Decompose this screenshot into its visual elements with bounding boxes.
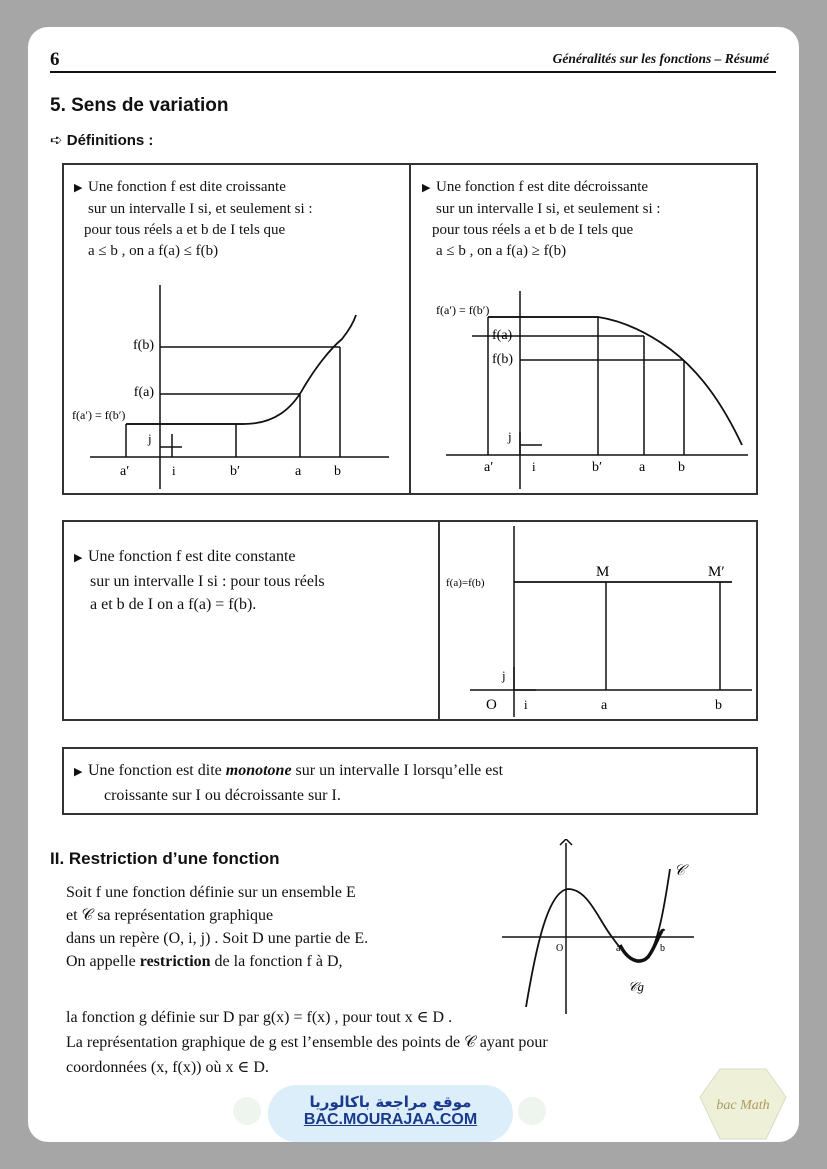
increasing-line-2: sur un intervalle I si, et seulement si : [88, 201, 313, 217]
label-fa2: f(a′) = f(b′) [436, 303, 490, 317]
decreasing-line-2: sur un intervalle I si, et seulement si : [436, 201, 661, 217]
restriction-graph-def-2: coordonnées (x, f(x)) où x ∈ D. [66, 1059, 269, 1076]
label-fab: f(a)=f(b) [446, 577, 485, 589]
constant-line-1: Une fonction f est dite constante [88, 548, 296, 565]
label-fb: f(b) [133, 338, 154, 353]
label-b: b [678, 460, 685, 475]
variation-divider [409, 163, 411, 495]
constant-line-2: sur un intervalle I si : pour tous réels [90, 573, 325, 590]
decreasing-text: ▶ Une fonction f est dite décroissante sur un intervalle I si, et seulement si : pour tous réels a et b de I tels que a ≤ b , on a f(a) ≥ f(b) [422, 177, 661, 262]
label-b2: b′ [230, 464, 241, 479]
label-C: 𝒞 [674, 863, 685, 879]
label-b: b [660, 943, 665, 954]
label-a: a [601, 698, 608, 713]
restriction-text [66, 881, 368, 973]
label-M2: M′ [708, 564, 725, 580]
increasing-line-3: pour tous réels a et b de I tels que [84, 222, 286, 238]
increasing-text: ▶ Une fonction f est dite croissante sur un intervalle I si, et seulement si : pour tous réels a et b de I tels que a ≤ b , on a f(a) ≤ f(b) [74, 177, 313, 262]
label-fb: f(b) [492, 352, 513, 367]
site-url-link[interactable]: BAC.MOURAJAA.COM [303, 1111, 478, 1128]
label-b2: b′ [592, 460, 603, 475]
restriction-text-2 [66, 1005, 548, 1080]
decreasing-line-1: Une fonction f est dite décroissante [436, 179, 649, 195]
label-fa: f(a) [492, 328, 513, 343]
restriction-line-1: Soit f une fonction définie sur un ensemble E [66, 884, 356, 901]
restriction-line-4-pre: On appelle [66, 953, 140, 970]
site-logo-left-icon [233, 1097, 261, 1125]
header-rule [50, 71, 776, 73]
constant-graph [440, 522, 756, 719]
label-a: a [639, 460, 646, 475]
increasing-line-4: a ≤ b , on a f(a) ≤ f(b) [88, 243, 219, 259]
monotone-line-2: croissante sur I ou décroissante sur I. [104, 787, 341, 804]
increasing-line-1: Une fonction f est dite croissante [88, 179, 286, 195]
page-number: 6 [50, 49, 60, 70]
restriction-line-2: et 𝒞 sa représentation graphique [66, 907, 274, 924]
constant-text: ▶ Une fonction f est dite constante sur un intervalle I si : pour tous réels a et b de I on a f(a) = f(b). [74, 545, 325, 616]
site-arabic-name: موقع مراجعة باكالوريا [309, 1093, 472, 1111]
decreasing-graph [412, 267, 756, 493]
label-a2: a′ [120, 464, 130, 479]
label-a: a [616, 943, 621, 954]
bac-math-badge [698, 1067, 788, 1142]
restriction-keyword: restriction [139, 953, 211, 970]
label-O: O [486, 697, 497, 713]
running-title: Généralités sur les fonctions – Résumé [552, 51, 769, 66]
decreasing-line-3: pour tous réels a et b de I tels que [432, 222, 634, 238]
label-fa: f(a) [133, 385, 154, 400]
section-2-title: II. Restriction d’une fonction [50, 849, 280, 868]
decreasing-line-4: a ≤ b , on a f(a) ≥ f(b) [436, 243, 567, 259]
label-O: O [556, 943, 564, 954]
label-j: j [508, 429, 512, 444]
page-sheet [28, 27, 799, 1142]
site-banner[interactable] [268, 1085, 513, 1142]
label-Cg: 𝒞g [628, 979, 644, 994]
monotone-text: ▶ Une fonction est dite monotone sur un intervalle I lorsqu’elle est croissante sur I ou décroissante sur I. [74, 759, 503, 807]
monotone-emphasis: monotone [225, 762, 292, 779]
label-M: M [596, 564, 610, 580]
restriction-def: la fonction g définie sur D par g(x) = f(x) , pour tout x ∈ D . [66, 1009, 453, 1026]
constant-line-3: a et b de I on a f(a) = f(b). [90, 596, 257, 613]
restriction-line-4-post: de la fonction f à D, [210, 953, 343, 970]
monotone-pre: Une fonction est dite [88, 762, 226, 779]
label-a: a [295, 464, 302, 479]
label-i: i [524, 697, 528, 712]
label-fa2: f(a′) = f(b′) [72, 408, 126, 422]
increasing-graph [64, 267, 408, 493]
label-b: b [715, 698, 722, 713]
restriction-graph-def-1: La représentation graphique de g est l’ensemble des points de 𝒞 ayant pour [66, 1034, 548, 1051]
restriction-graph [498, 839, 698, 1019]
label-j: j [148, 431, 152, 446]
section-5-title: 5. Sens de variation [50, 95, 229, 116]
monotone-post: sur un intervalle I lorsqu’elle est [291, 762, 504, 779]
label-i: i [532, 459, 536, 474]
f-curve [526, 869, 670, 1007]
label-a2: a′ [484, 460, 494, 475]
restriction-line-3: dans un repère (O, i, j) . Soit D une partie de E. [66, 930, 369, 947]
badge-text: bac Math [716, 1098, 770, 1113]
label-i: i [172, 463, 176, 478]
site-logo-right-icon [518, 1097, 546, 1125]
definitions-label: ➪ Définitions : [50, 132, 154, 149]
label-b: b [334, 464, 341, 479]
label-j: j [502, 668, 506, 683]
